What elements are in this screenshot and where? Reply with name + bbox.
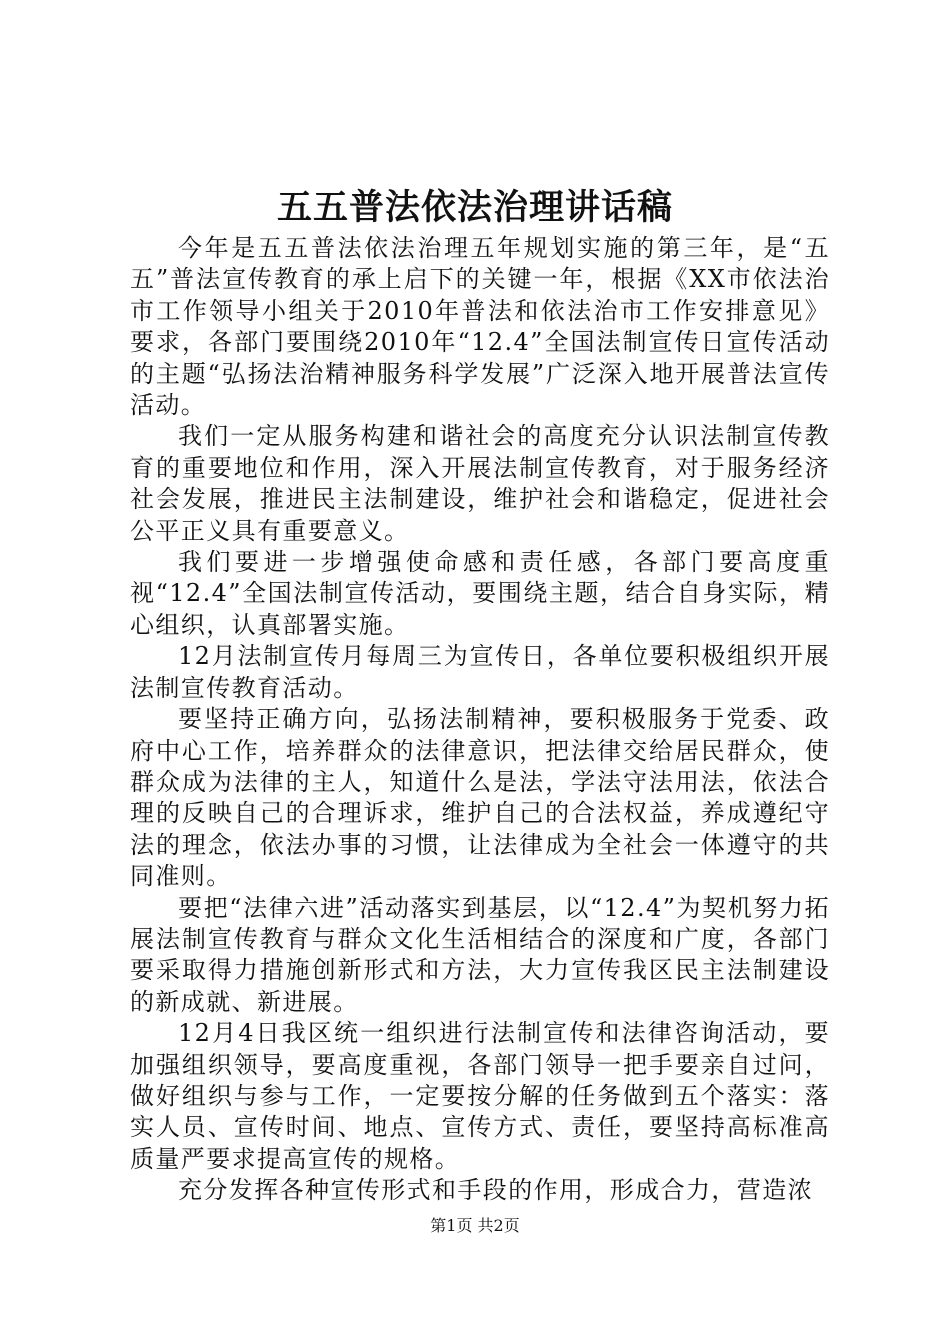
- paragraph-5: 要坚持正确方向，弘扬法制精神，要积极服务于党委、政府中心工作，培养群众的法律意识，把法律交给居民群众，使群众成为法律的主人，知道什么是法，学法守法用法，依法合理的反映自己的合理诉求，维护自己的合法权益，养成遵纪守法的理念，依法办事的习惯，让法律成为全社会一体遵守的共同准则。: [130, 705, 830, 891]
- paragraph-3: 我们要进一步增强使命感和责任感，各部门要高度重视“12.4”全国法制宣传活动，要围绕主题，结合自身实际，精心组织，认真部署实施。: [130, 548, 830, 639]
- document-title: 五五普法依法治理讲话稿: [276, 187, 673, 228]
- paragraph-4: 12月法制宣传月每周三为宣传日，各单位要积极组织开展法制宣传教育活动。: [130, 642, 830, 702]
- page-number-footer: 第1页 共2页: [430, 1216, 520, 1235]
- paragraph-8: 充分发挥各种宣传形式和手段的作用，形成合力，营造浓: [178, 1176, 813, 1205]
- paragraph-2: 我们一定从服务构建和谐社会的高度充分认识法制宣传教育的重要地位和作用，深入开展法制宣传教育，对于服务经济社会发展，推进民主法制建设，维护社会和谐稳定，促进社会公平正义具有重要意义。: [130, 422, 830, 545]
- document-body: [130, 233, 830, 1207]
- paragraph-1: 今年是五五普法依法治理五年规划实施的第三年，是“五五”普法宣传教育的承上启下的关键一年，根据《XX市依法治市工作领导小组关于2010年普法和依法治市工作安排意见》要求，各部门要围绕2010年“12.4”全国法制宣传日宣传活动的主题“弘扬法治精神服务科学发展”广泛深入地开展普法宣传活动。: [130, 234, 830, 420]
- paragraph-6: 要把“法律六进”活动落实到基层，以“12.4”为契机努力拓展法制宣传教育与群众文化生活相结合的深度和广度，各部门要采取得力措施创新形式和方法，大力宣传我区民主法制建设的新成就、新进展。: [130, 893, 830, 1016]
- paragraph-7: 12月4日我区统一组织进行法制宣传和法律咨询活动，要加强组织领导，要高度重视，各部门领导一把手要亲自过问，做好组织与参与工作，一定要按分解的任务做到五个落实：落实人员、宣传时间、地点、宣传方式、责任，要坚持高标准高质量严要求提高宣传的规格。: [130, 1019, 830, 1173]
